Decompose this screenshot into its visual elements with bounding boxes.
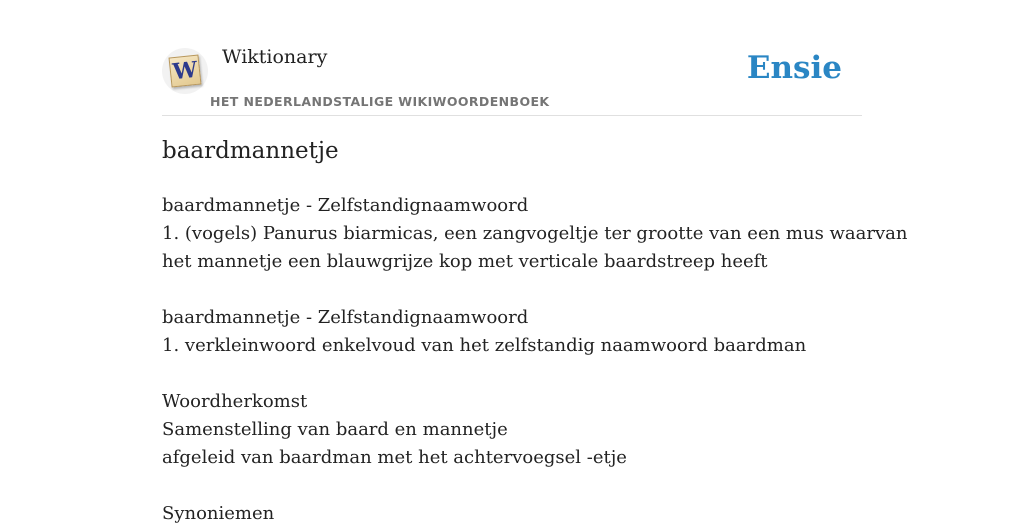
site-header <box>162 0 862 116</box>
entry-line: Synoniemen <box>162 503 275 524</box>
entry-line: 1. (vogels) Panurus biarmicas, een zangvogeltje ter grootte van een mus waarvan <box>162 223 908 244</box>
ensie-logo[interactable]: Ensie <box>746 50 842 86</box>
page-title: baardmannetje <box>162 138 339 164</box>
wiktionary-tile-icon: W <box>169 55 202 88</box>
entry-line: Samenstelling van baard en mannetje <box>162 419 508 440</box>
entry-line: Woordherkomst <box>162 391 308 412</box>
entry-line: baardmannetje - Zelfstandignaamwoord <box>162 307 529 328</box>
entry-line: baardmannetje - Zelfstandignaamwoord <box>162 195 529 216</box>
site-tagline: HET NEDERLANDSTALIGE WIKIWOORDENBOEK <box>210 94 550 109</box>
content-wrapper <box>162 0 908 524</box>
entry-line: 1. verkleinwoord enkelvoud van het zelfstandig naamwoord baardman <box>162 335 807 356</box>
wiktionary-logo[interactable] <box>162 48 208 94</box>
entry-line: afgeleid van baardman met het achtervoegsel -etje <box>162 447 627 468</box>
blank-line <box>162 472 862 500</box>
entry-content <box>162 192 908 528</box>
entry-line: het mannetje een blauwgrijze kop met verticale baardstreep heeft <box>162 251 768 272</box>
blank-line <box>162 360 862 388</box>
blank-line <box>162 276 862 304</box>
site-name[interactable]: Wiktionary <box>222 46 328 68</box>
